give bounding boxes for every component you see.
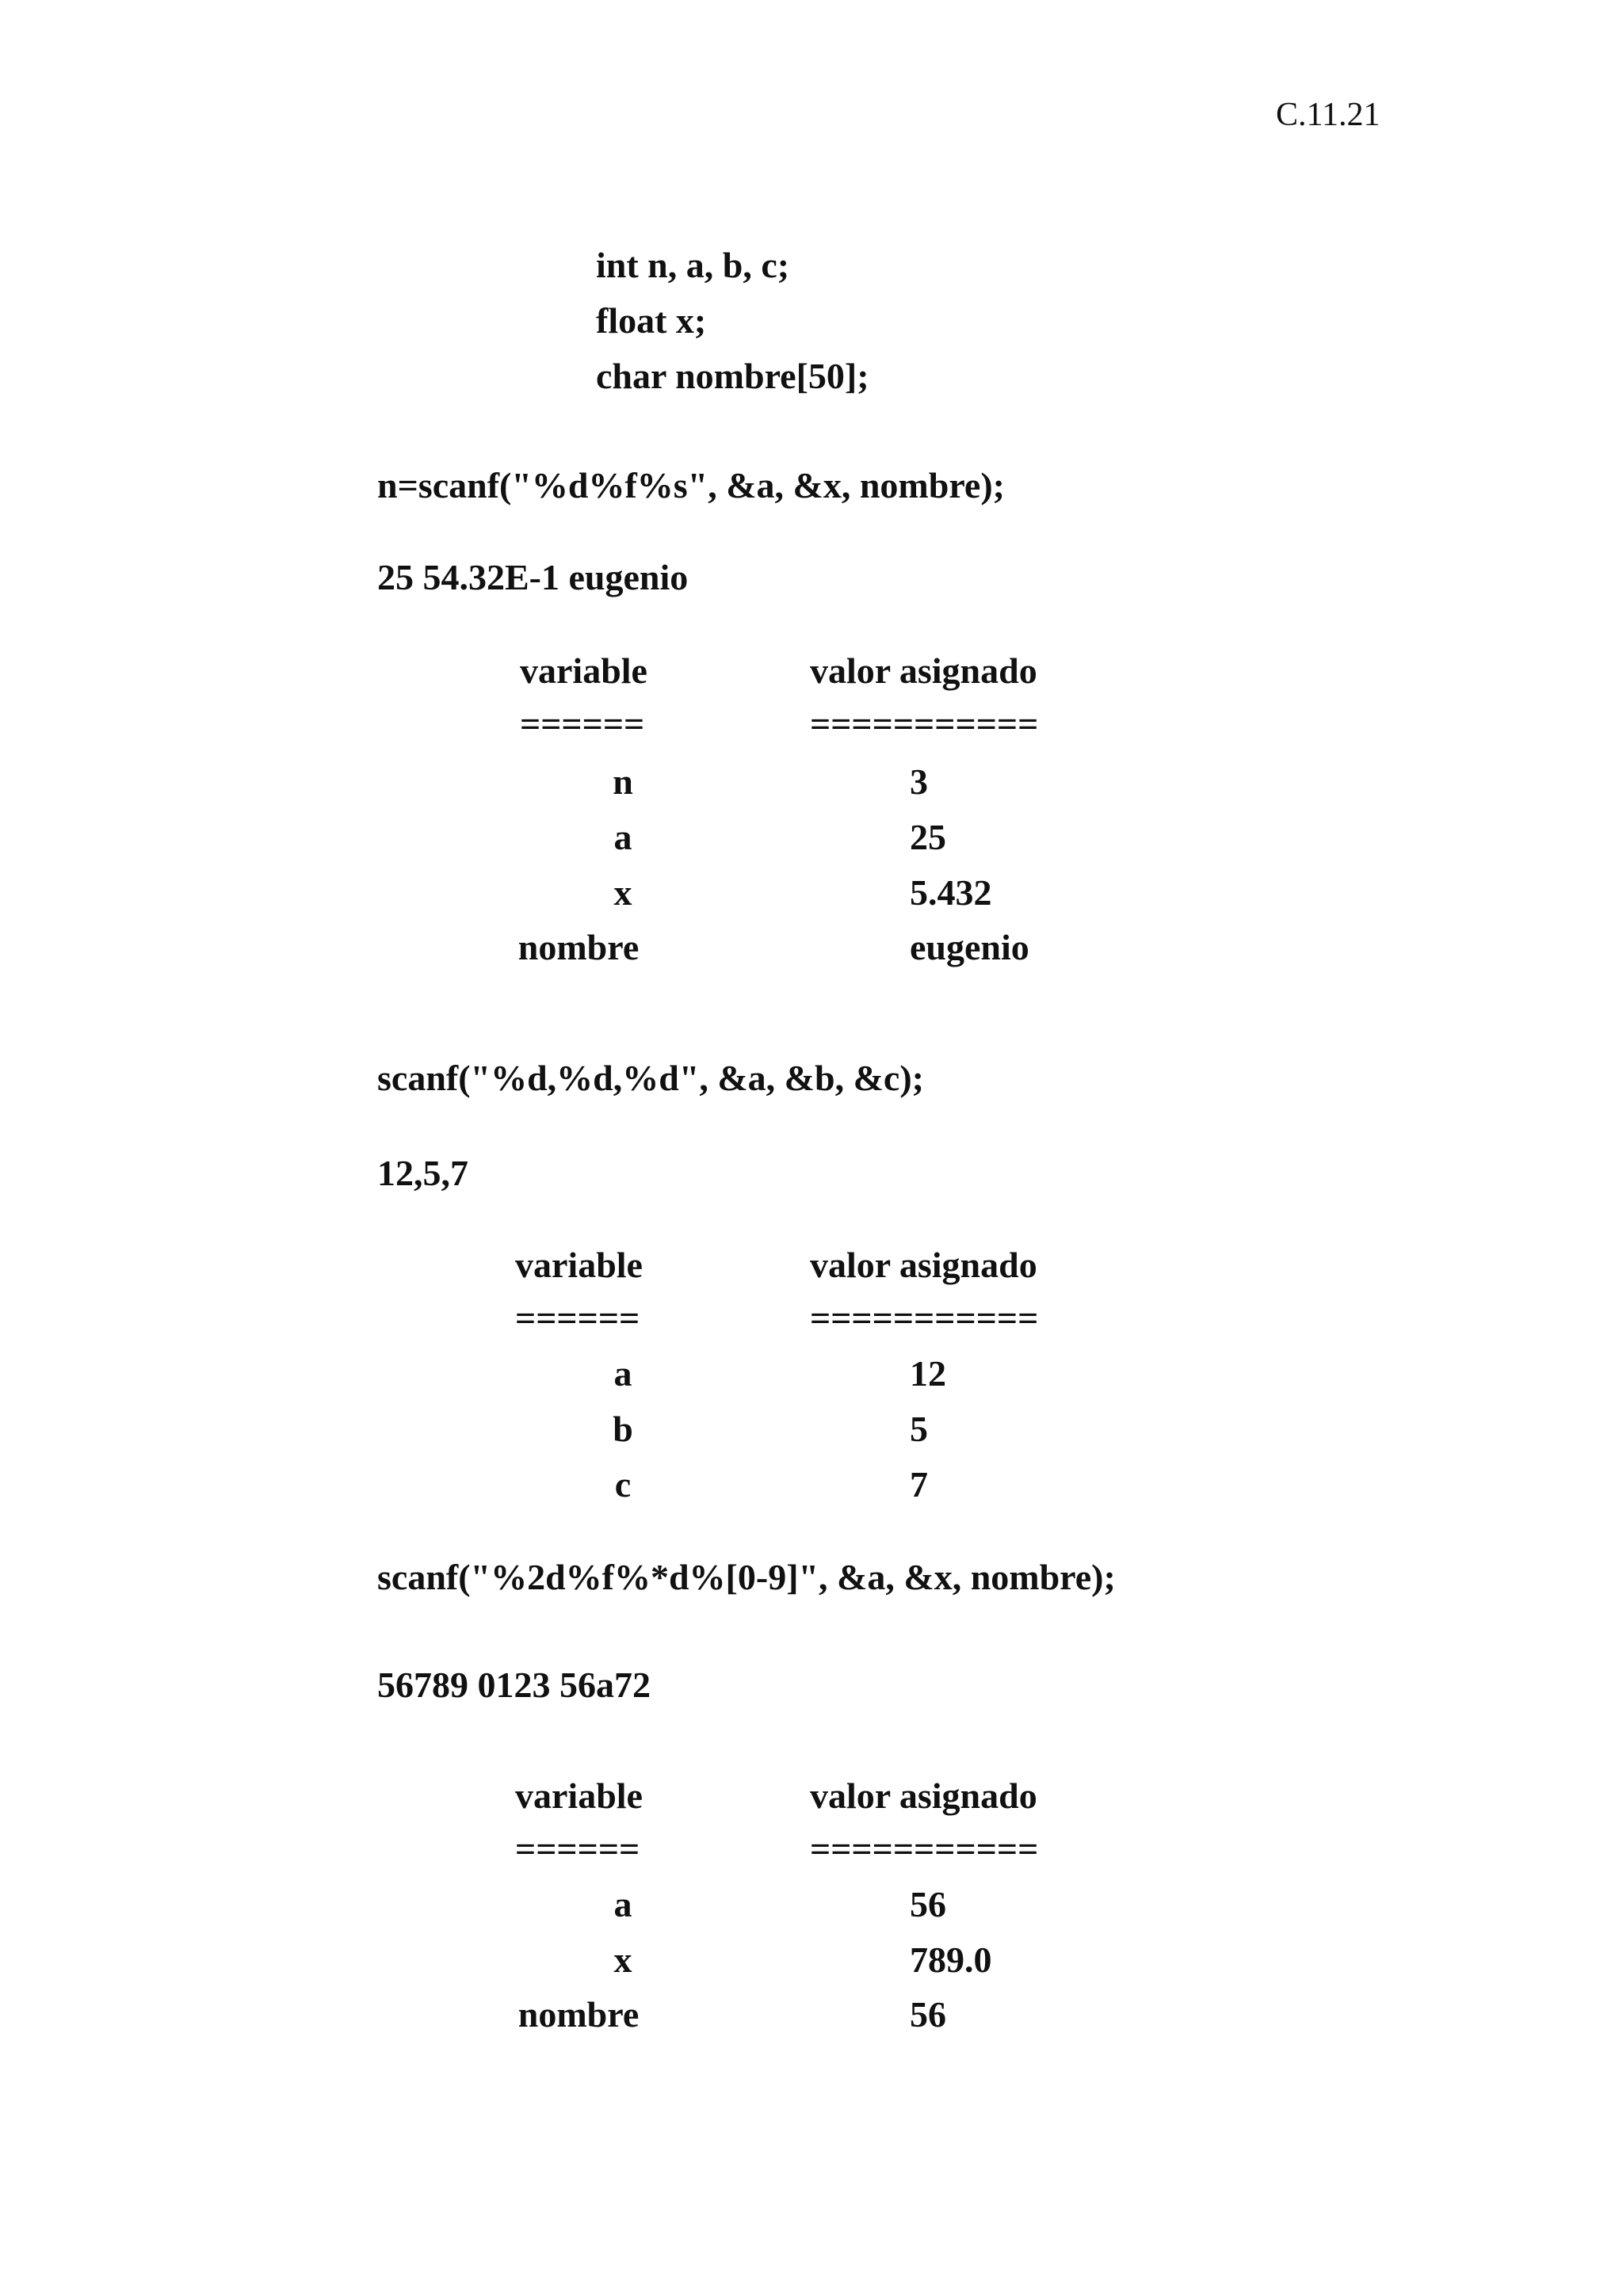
- table-underline-value: ===========: [810, 704, 1039, 744]
- table-cell-value: 5: [910, 1409, 928, 1449]
- page-number: C.11.21: [1276, 97, 1381, 133]
- table-cell-variable: a: [613, 1884, 632, 1924]
- table-header-variable: variable: [515, 1775, 643, 1816]
- table-cell-value: 3: [910, 761, 928, 802]
- table-underline-variable: ======: [515, 1829, 640, 1869]
- table-cell-value: 5.432: [910, 872, 992, 913]
- table-cell-variable: nombre: [517, 1994, 640, 2035]
- table-cell-variable: a: [613, 1353, 632, 1394]
- table-header-value: valor asignado: [810, 650, 1037, 691]
- table-cell-variable: x: [613, 1939, 632, 1980]
- table-cell-variable: nombre: [517, 927, 640, 967]
- scanf-call: scanf("%d,%d,%d", &a, &b, &c);: [377, 1058, 924, 1098]
- table-cell-variable: c: [614, 1464, 632, 1505]
- table-header-value: valor asignado: [810, 1245, 1037, 1285]
- table-cell-variable: b: [613, 1409, 633, 1449]
- table-underline-value: ===========: [810, 1298, 1039, 1338]
- table-cell-value: 56: [910, 1884, 946, 1924]
- table-cell-value: eugenio: [910, 927, 1029, 967]
- declaration-line: char nombre[50];: [596, 356, 869, 396]
- declaration-line: float x;: [596, 300, 707, 341]
- table-underline-variable: ======: [520, 704, 645, 744]
- table-cell-variable: n: [613, 761, 633, 802]
- scanf-call: n=scanf("%d%f%s", &a, &x, nombre);: [377, 465, 1005, 505]
- declaration-line: int n, a, b, c;: [596, 245, 790, 285]
- table-underline-value: ===========: [810, 1829, 1039, 1869]
- input-line: 56789 0123 56a72: [377, 1665, 651, 1705]
- input-line: 25 54.32E-1 eugenio: [377, 557, 689, 597]
- table-header-variable: variable: [515, 1245, 643, 1285]
- table-cell-value: 789.0: [910, 1939, 992, 1980]
- table-underline-variable: ======: [515, 1298, 640, 1338]
- table-cell-value: 56: [910, 1994, 946, 2035]
- table-header-variable: variable: [520, 650, 647, 691]
- table-cell-value: 25: [910, 817, 946, 857]
- table-cell-value: 12: [910, 1353, 946, 1394]
- table-cell-variable: a: [613, 817, 632, 857]
- scanf-call: scanf("%2d%f%*d%[0-9]", &a, &x, nombre);: [377, 1557, 1116, 1597]
- input-line: 12,5,7: [377, 1153, 468, 1193]
- table-cell-variable: x: [613, 872, 632, 913]
- table-header-value: valor asignado: [810, 1775, 1037, 1816]
- table-cell-value: 7: [910, 1464, 928, 1505]
